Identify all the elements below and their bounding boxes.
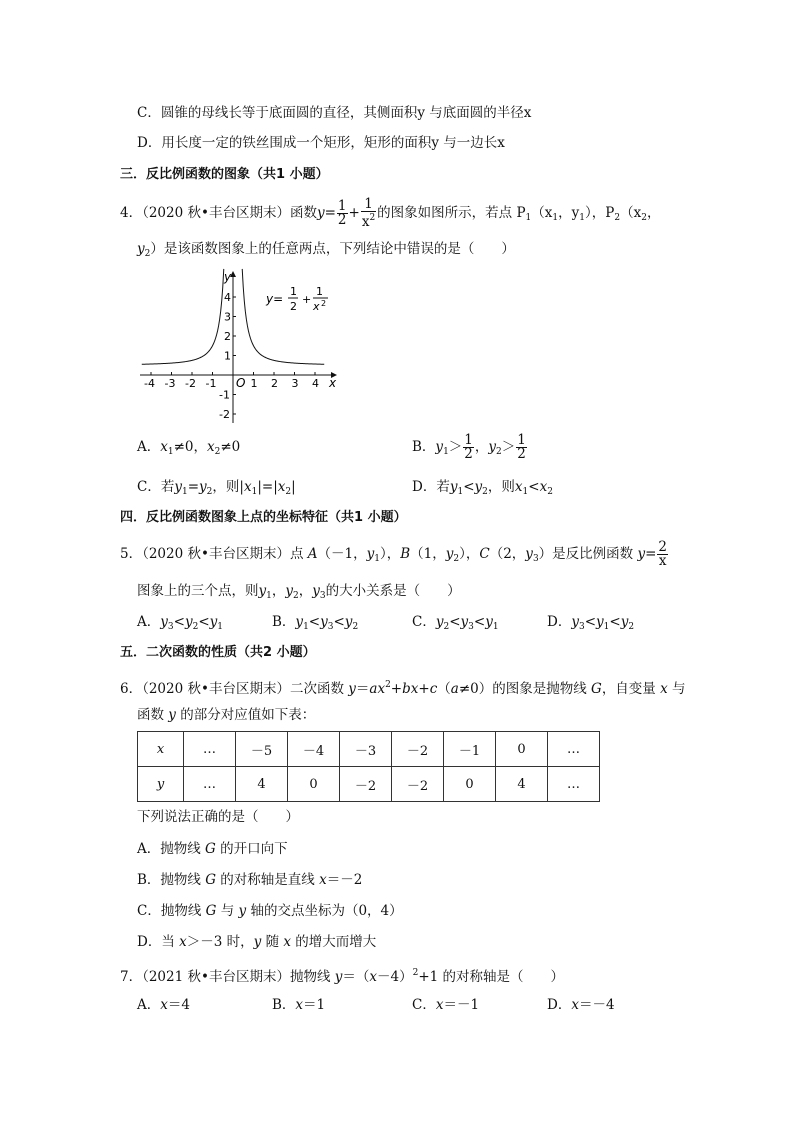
x-tick-label: -3 [164,377,176,390]
svg-text:x: x [313,300,320,313]
section-4-heading: 四．反比例函数图象上点的坐标特征（共1 小题） [120,510,407,525]
q7-option-c: C．x＝－1 [412,997,480,1013]
curve-left-branch [142,269,224,364]
q6-value-table [137,731,600,802]
x-tick-label: 1 [250,377,258,390]
q5-option-c: C．$y_2<y_3<y_1$ [412,614,499,632]
q6-option-c: C．抛物线 G 与 y 轴的交点坐标为（0，4） [137,903,403,919]
table-cell: 4 [496,767,548,802]
q7-option-b: B．x＝1 [272,997,326,1013]
section-3-heading: 三．反比例函数的图象（共1 小题） [120,167,329,182]
table-cell: … [548,732,600,767]
q4-option-a: A．$x_1\ne 0$，$x_2\ne 0$ [137,439,241,457]
y-tick-label: 1 [224,349,231,363]
q7-option-a: A．x＝4 [137,997,190,1013]
q4-stem-line2: $y_2$）是该函数图象上的任意两点，下列结论中错误的是（ ） [137,241,515,259]
graph-formula-label: y= [266,292,284,306]
section-5-heading: 五．二次函数的性质（共2 小题） [120,645,316,660]
x-tick-label: 2 [271,377,278,390]
svg-text:2: 2 [321,299,327,308]
x-tick-label: 4 [312,377,319,390]
q4-option-d: D．若$y_1<y_2$，则$x_1<x_2$ [412,479,553,497]
x-tick-label: -1 [205,377,217,390]
q6-prompt: 下列说法正确的是（ ） [137,809,299,825]
svg-text:2: 2 [290,300,297,313]
y-tick-label: 2 [224,330,231,343]
x-tick-label: 3 [291,377,299,390]
y-tick-label: -2 [219,408,230,421]
function-graph [138,268,348,426]
q6-stem-line1: 6．（2020 秋•丰台区期末）二次函数 $y=ax^2+bx+c(a\ne 0)$的图象是抛物线 G，自变量 x 与 [120,680,686,697]
table-cell: －5 [236,732,288,767]
y-tick-label: -1 [219,388,230,402]
table-cell: … [184,767,236,802]
table-cell: 0 [444,767,496,802]
q3-option-c: C．圆锥的母线长等于底面圆的直径，其侧面积y 与底面圆的半径x [137,105,532,121]
table-row-x [138,732,600,767]
table-cell: 4 [236,767,288,802]
x-axis-label: x [329,376,337,390]
q7-stem: 7．（2021 秋•丰台区期末）抛物线 $y=(x-4)^2+1$ 的对称轴是（ ） [120,968,565,985]
q6-option-a: A．抛物线 G 的开口向下 [137,841,288,857]
y-tick-label: 4 [224,291,231,304]
table-cell: y [138,767,184,802]
table-cell: x [138,732,184,767]
svg-text:1: 1 [316,285,323,298]
table-cell: … [184,732,236,767]
table-cell: －4 [288,732,340,767]
graph-formula-fractions [288,285,328,313]
x-tick-label: -2 [185,377,196,390]
table-cell: －1 [444,732,496,767]
q6-option-d: D．当 x＞－3 时，y 随 x 的增大而增大 [137,934,377,950]
q5-option-b: B．$y_1<y_3<y_2$ [272,614,359,632]
q4-option-b: B．$y_1>$ $\frac{1}{2}$ ，$y_2>$ $\frac{1}{2}$ [412,432,526,462]
origin-label: O [236,376,246,390]
curve-right-branch [242,269,327,364]
table-row-y [138,767,600,802]
q7-option-d: D．x＝－4 [547,997,615,1013]
table-cell: … [548,767,600,802]
table-cell: 0 [496,732,548,767]
q5-stem-line2: 图象上的三个点，则$y_1$，$y_2$，$y_3$的大小关系是（ ） [137,583,461,601]
y-axis-label: y [224,270,232,284]
q5-option-d: D．$y_3<y_1<y_2$ [547,614,635,632]
q6-option-b: B．抛物线 G 的对称轴是直线 x＝－2 [137,872,363,888]
q5-stem-line1: 5．（2020 秋•丰台区期末）点 A（－1，$y_1$），B（1，$y_2$），C（2，$y_3$）是反比例函数 y= $\frac{2}{x}$ [120,539,668,569]
q4-option-c: C．若$y_1=y_2$，则$|x_1|=|x_2|$ [137,479,296,497]
q5-option-a: A．$y_3<y_2<y_1$ [137,614,223,632]
svg-text:+: + [302,293,312,306]
table-cell: 0 [288,767,340,802]
table-cell: －2 [392,732,444,767]
q3-option-d: D．用长度一定的铁丝围成一个矩形，矩形的面积y 与一边长x [137,135,505,151]
table-cell: －2 [392,767,444,802]
q4-stem-line1: 4．（2020 秋•丰台区期末）函数y= $\frac{1}{2}$ + $\frac{1}{x^2}$ 的图象如图所示，若点 $P_1(x_1$，$y_1$），$P_2(x_2$， [120,196,661,230]
q6-stem-line2: 函数 y 的部分对应值如下表： [137,707,316,723]
table-cell: －2 [340,767,392,802]
x-tick-label: -4 [144,377,155,390]
y-tick-label: 3 [224,310,231,324]
svg-text:1: 1 [290,285,297,298]
table-cell: －3 [340,732,392,767]
